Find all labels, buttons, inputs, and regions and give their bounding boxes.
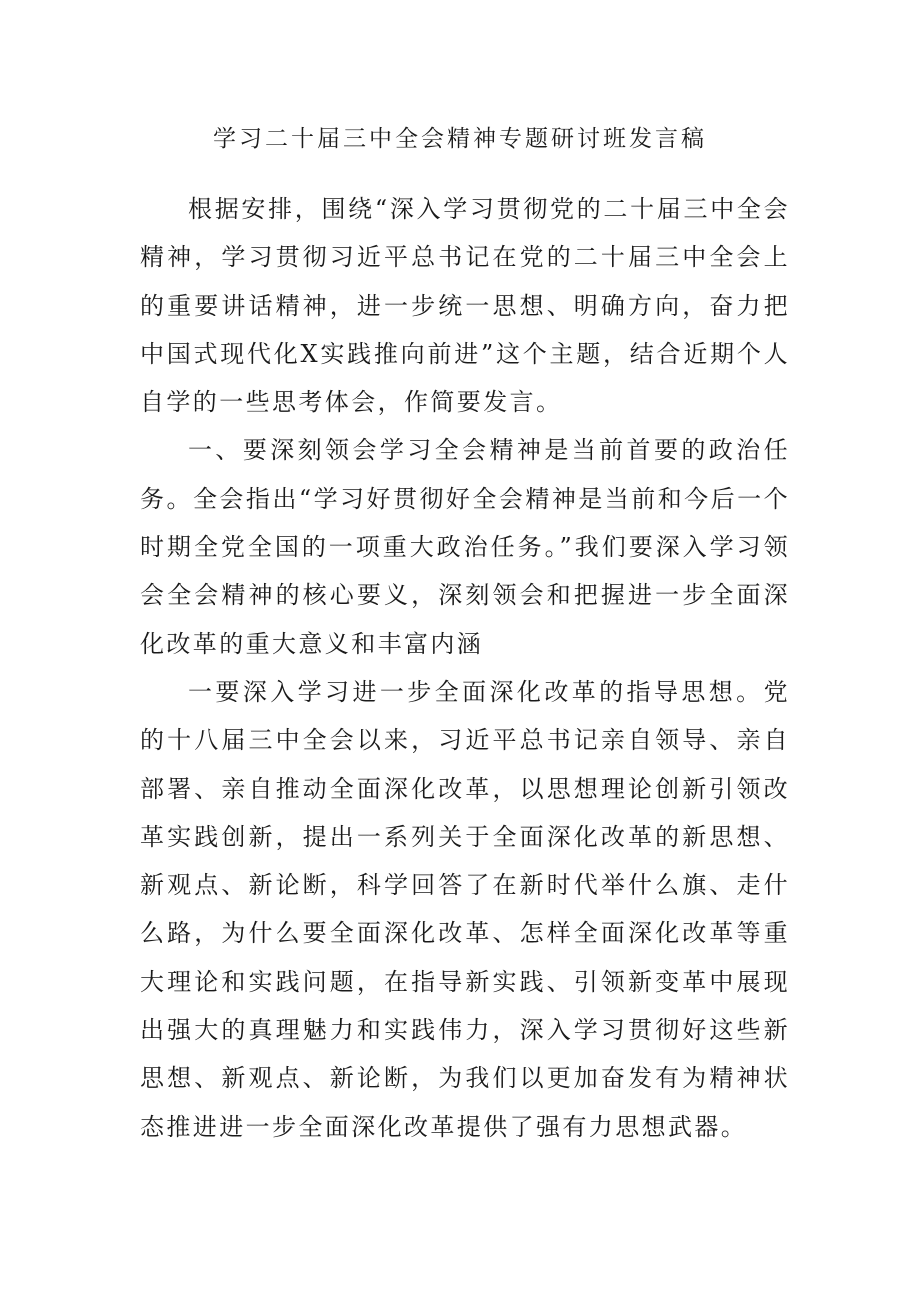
document-title: 学习二十届三中全会精神专题研讨班发言稿	[213, 126, 707, 152]
document-body	[140, 185, 790, 1151]
paragraph-section-one: 一、要深刻领会学习全会精神是当前首要的政治任务。全会指出“学习好贯彻好全会精神是当前和今后一个时期全党全国的一项重大政治任务。”我们要深入学习领会全会精神的核心要义，深刻领会和把握进一步全面深化改革的重大意义和丰富内涵	[140, 436, 790, 658]
paragraph-guiding-thought: 一要深入学习进一步全面深化改革的指导思想。党的十八届三中全会以来，习近平总书记亲自领导、亲自部署、亲自推动全面深化改革，以思想理论创新引领改革实践创新，提出一系列关于全面深化改革的新思想、新观点、新论断，科学回答了在新时代举什么旗、走什么路，为什么要全面深化改革、怎样全面深化改革等重大理论和实践问题，在指导新实践、引领新变革中展现出强大的真理魅力和实践伟力，深入学习贯彻好这些新思想、新观点、新论断，为我们以更加奋发有为精神状态推进进一步全面深化改革提供了强有力思想武器。	[140, 677, 790, 1141]
paragraph-intro: 根据安排，围绕“深入学习贯彻党的二十届三中全会精神，学习贯彻习近平总书记在党的二十届三中全会上的重要讲话精神，进一步统一思想、明确方向，奋力把中国式现代化X实践推向前进”这个主题，结合近期个人自学的一些思考体会，作简要发言。	[140, 195, 790, 417]
